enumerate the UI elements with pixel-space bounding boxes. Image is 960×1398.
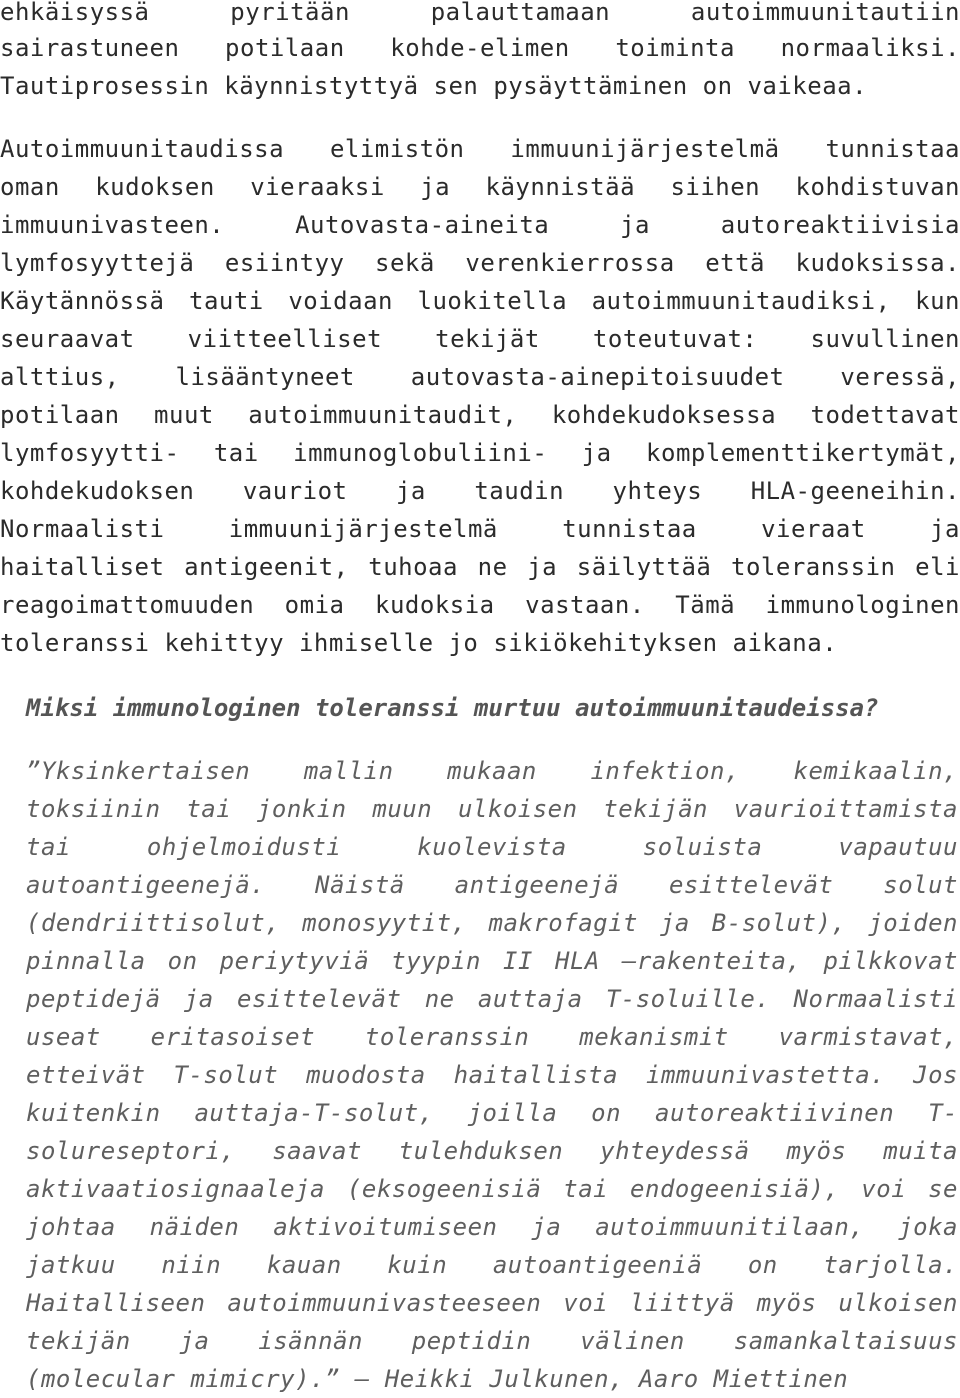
body-line: lymfosyyttejä esiintyy sekä verenkierrossa että kudoksissa. <box>0 249 960 277</box>
quote-line: tai ohjelmoidusti kuolevista soluista vapautuu <box>26 833 958 861</box>
section-question-heading: Miksi immunologinen toleranssi murtuu autoimmuunitaudeissa? <box>26 694 879 722</box>
body-line: lymfosyytti- tai immunoglobuliini- ja komplementtikertymät, <box>0 439 960 467</box>
body-line: reagoimattomuuden omia kudoksia vastaan. Tämä immunologinen <box>0 591 960 619</box>
intro-line: sairastuneen potilaan kohde-elimen toiminta normaaliksi. <box>0 34 960 62</box>
quote-line: etteivät T-solut muodosta haitallista immuunivastetta. Jos <box>26 1061 958 1089</box>
body-line: haitalliset antigeenit, tuhoaa ne ja säilyttää toleranssin eli <box>0 553 960 581</box>
body-line: toleranssi kehittyy ihmiselle jo sikiökehityksen aikana. <box>0 629 838 657</box>
quote-line: jatkuu niin kauan kuin autoantigeeniä on tarjolla. <box>26 1251 958 1279</box>
body-line: alttius, lisääntyneet autovasta-ainepitoisuudet veressä, <box>0 363 960 391</box>
body-line: Autoimmuunitaudissa elimistön immuunijärjestelmä tunnistaa <box>0 135 960 163</box>
quote-line: (dendriittisolut, monosyytit, makrofagit ja B-solut), joiden <box>26 909 958 937</box>
quote-line: toksiinin tai jonkin muun ulkoisen tekijän vaurioittamista <box>26 795 958 823</box>
body-line: Normaalisti immuunijärjestelmä tunnistaa vieraat ja <box>0 515 960 543</box>
quote-line: peptidejä ja esittelevät ne auttaja T-soluille. Normaalisti <box>26 985 958 1013</box>
body-line: oman kudoksen vieraaksi ja käynnistää siihen kohdistuvan <box>0 173 960 201</box>
quote-line: useat eritasoiset toleranssin mekanismit varmistavat, <box>26 1023 958 1051</box>
quote-line: johtaa näiden aktivoitumiseen ja autoimmuunitilaan, joka <box>26 1213 958 1241</box>
body-line: potilaan muut autoimmuunitaudit, kohdekudoksessa todettavat <box>0 401 960 429</box>
quote-line: kuitenkin auttaja-T-solut, joilla on autoreaktiivinen T- <box>26 1099 958 1127</box>
body-line: seuraavat viitteelliset tekijät toteutuvat: suvullinen <box>0 325 960 353</box>
intro-line: ehkäisyssä pyritään palauttamaan autoimmuunitautiin <box>0 0 960 26</box>
body-line: immuunivasteen. Autovasta-aineita ja autoreaktiivisia <box>0 211 960 239</box>
quote-attribution-line: (molecular mimicry).” – Heikki Julkunen, Aaro Miettinen <box>26 1365 849 1393</box>
body-line: kohdekudoksen vauriot ja taudin yhteys HLA-geeneihin. <box>0 477 960 505</box>
intro-line: Tautiprosessin käynnistyttyä sen pysäyttäminen on vaikeaa. <box>0 72 868 100</box>
quote-line: Haitalliseen autoimmuunivasteeseen voi liittyä myös ulkoisen <box>26 1289 958 1317</box>
quote-line: aktivaatiosignaaleja (eksogeenisiä tai endogeenisiä), voi se <box>26 1175 958 1203</box>
body-line: Käytännössä tauti voidaan luokitella autoimmuunitaudiksi, kun <box>0 287 960 315</box>
quote-line: solureseptori, saavat tulehduksen yhteydessä myös muita <box>26 1137 958 1165</box>
quote-line: autoantigeenejä. Näistä antigeenejä esittelevät solut <box>26 871 958 899</box>
quote-line: tekijän ja isännän peptidin välinen samankaltaisuus <box>26 1327 958 1355</box>
quote-line: pinnalla on periytyviä tyypin II HLA –rakenteita, pilkkovat <box>26 947 958 975</box>
quote-line: ”Yksinkertaisen mallin mukaan infektion, kemikaalin, <box>26 757 958 785</box>
